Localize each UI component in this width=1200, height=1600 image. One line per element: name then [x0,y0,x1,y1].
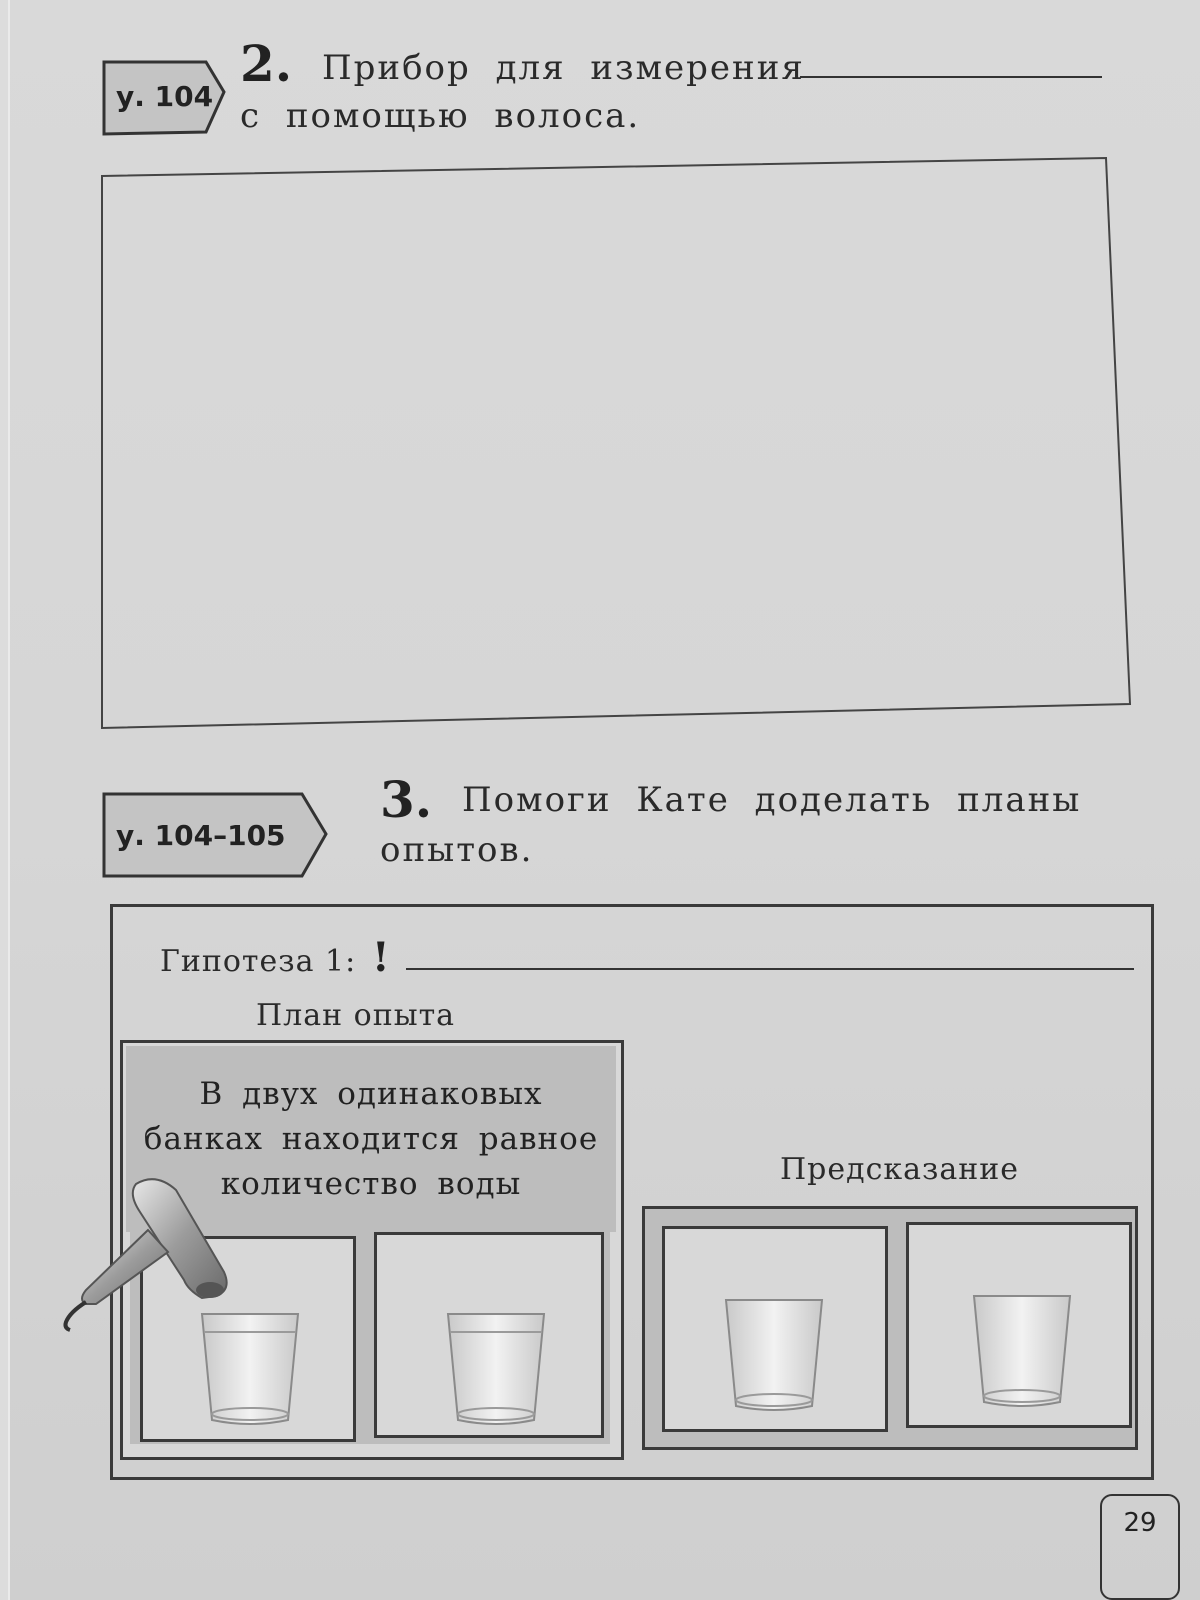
hair-dryer-icon [56,1172,246,1332]
task3-text-line2: опытов. [380,830,534,870]
hypothesis-label: Гипотеза 1: [160,944,357,979]
task3-text-line1: Помоги Кате доделать планы [462,780,1082,820]
water-glass-icon [444,1310,548,1428]
task2-answer-line[interactable] [800,76,1102,78]
plan-text-line1: В двух одинаковых [199,1076,543,1112]
plan-label: План опыта [256,998,456,1033]
task2-reference-text: у. 104 [116,79,214,113]
prediction-label: Предсказание [780,1152,1020,1187]
plan-text-line3: количество воды [220,1166,522,1202]
task3-reference-text: у. 104–105 [116,818,286,852]
water-glass-icon [970,1292,1074,1410]
task2-number: 2. [240,34,293,93]
task2-text-line1: Прибор для измерения [322,48,805,88]
task2-text-line2: с помощью волоса. [240,96,641,136]
task3-reference-badge [102,790,342,880]
page-number: 29 [1100,1494,1180,1600]
task2-reference-badge [102,46,232,138]
task3-number: 3. [380,770,433,829]
hypothesis-answer-line[interactable] [406,968,1134,970]
workbook-page [8,0,1200,1600]
plan-text-line2: банках находится равное [143,1121,599,1157]
task2-drawing-area[interactable] [100,154,1140,734]
water-glass-icon [722,1296,826,1414]
hypothesis-exclamation-mark: ! [372,934,390,981]
